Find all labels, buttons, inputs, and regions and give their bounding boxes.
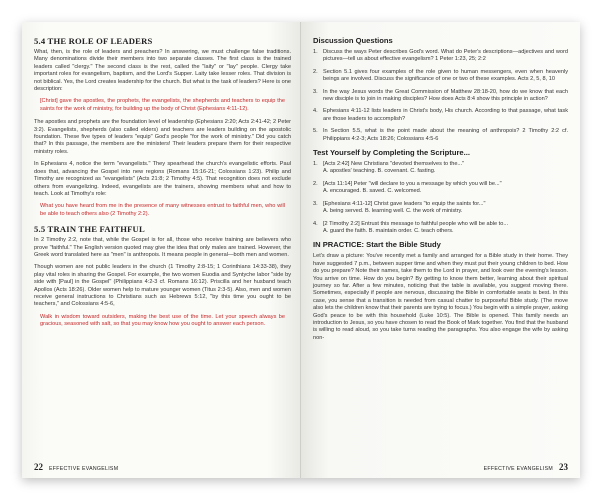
open-booklet (22, 22, 580, 478)
answer-options: A. apostles' teaching. B. covenant. C. fasting. (323, 168, 436, 175)
scripture-quote: Walk in wisdom toward outsiders, making the best use of the time. Let your speech always be gracious, seasoned with salt, so that you may know how you ought to answer each person. (40, 313, 285, 328)
in-practice-heading: IN PRACTICE: Start the Bible Study (313, 240, 441, 250)
paragraph: What, then, is the role of leaders and preachers? In answering, we must challenge false traditions. Many denominations divide their members into two separate classes. The first class is the trained leaders called "clergy." The second class is the rest, called the "laity" or "lay" people. Clergy take important roles for evangelism, baptism, and the Lord's Supper. Laity take lesser roles. That division is not biblical. Yes, the Lord creates leadership for the church. But what is the task of leaders? Here is one description: (34, 49, 291, 93)
question-item: 4. Ephesians 4:11-12 lists leaders in Christ's body, His church. According to that passage, what task are those leaders to accomplish? (313, 108, 568, 122)
answer-options: A. encouraged. B. saved. C. welcomed. (323, 188, 422, 195)
answer-options: A. being served. B. learning well. C. the work of ministry. (323, 208, 463, 215)
test-item: 2. [Acts 11:14] Peter "will declare to you a message by which you will be..." A. encouraged. B. saved. C. welcomed. (313, 180, 502, 195)
test-yourself-heading: Test Yourself by Completing the Scripture... (313, 148, 470, 158)
page-number: 23 (559, 462, 568, 472)
page-number: 22 (34, 462, 43, 472)
discussion-questions-heading: Discussion Questions (313, 36, 393, 45)
test-yourself-list (313, 161, 568, 235)
running-footer-title: EFFECTIVE EVANGELISM (483, 466, 553, 472)
page-footer (34, 462, 118, 472)
question-item: 2. Section 5.1 gives four examples of the role given to human messengers, even when heavenly beings are involved. Discuss the significance of one or two of these examples. Acts 2, 5, 8, 10 (313, 68, 568, 83)
scripture-quote: [Christ] gave the apostles, the prophets, the evangelists, the shepherds and teachers to equip the saints for the work of ministry, for building up the body of Christ (Ephesians 4:11-12). (40, 98, 285, 112)
paragraph: In 2 Timothy 2:2, note that, while the Gospel is for all, those who receive training are believers who prove "faithful." The English version quoted may give the idea that only males are trained. However, the Greek word translated here as "men" is anthropois. It means people in general—both men and women. (34, 237, 291, 258)
page-footer (484, 462, 568, 472)
section-heading-train-the-faithful: 5.5 TRAIN THE FAITHFUL (34, 224, 145, 235)
section-heading-role-of-leaders: 5.4 THE ROLE OF LEADERS (34, 36, 153, 46)
paragraph: The apostles and prophets are the foundation level of leadership (Ephesians 2:20; Acts 2:41-42; 2 Peter 3:2). Evangelists, shepherds (also called elders) and teachers are leaders building on the apostolic foundation. These five types of leaders "equip" God's people "for the work of ministry." Did you catch that? In this passage, the members are the ministers! Their leaders prepare them for their respective ministry roles. (34, 119, 291, 155)
left-page (22, 22, 301, 478)
test-item: 4. [2 Timothy 2:2] Entrust this message to faithful people who will be able to... A. guard the faith. B. maintain order. C. teach others. (313, 220, 509, 234)
in-practice-paragraph: Let's draw a picture: You've recently met a family and arranged for a Bible study in their home. They have suggested 7 p.m., between supper time and when they must put their young children to bed. How do you prepare? Note their names, take them to the Lord in prayer, and look over the evening's lesson. You arrive on time. How do you begin? By getting to know them better, learning about their spiritual journey so far. After a few minutes, noticing that the table is available, you suggest moving there. Sometimes, especially if people are nervous, discussing the Bible in comfortable seats is best. In this case, you sense that a transition is needed from casual chatter to purposeful Bible study. (The move also lets the children know that their parents are trying to focus.) You begin with a simple prayer, asking God's peace to be with this household (Luke 10:5). The Bible is opened. This family needs an introduction to Jesus, so you have chosen to read the Book of Mark together. You find that the husband is willing to read aloud, so you take turns reading the paragraphs. You also engage the wife by asking non- (313, 253, 568, 341)
test-item: 3. [Ephesians 4:11-12] Christ gave leaders "to equip the saints for..." A. being served. B. learning well. C. the work of ministry. (313, 200, 486, 215)
paragraph: In Ephesians 4, notice the term "evangelists." They spearhead the church's evangelistic efforts. Paul does that, advancing the Gospel into new regions (Romans 15:16-21; Colossians 1:23). Philip and Timothy are recognized as "evangelists" (Acts 21:8; 2 Timothy 4:5). That recognition does not exclude others from evangelizing. Indeed, evangelists are the trainers, showing members what and how to teach. Look at Timothy's role: (34, 161, 291, 197)
paragraph: Though women are not public leaders in the church (1 Timothy 2:8-15; 1 Corinthians 14:33-38), they play vital roles in sharing the Gospel. For example, the two women Euodia and Syntyche labor "side by side with [Paul] in the Gospel" (Philippians 4:2-3 cf. Romans 16:12). Priscilla and her husband teach Apollos (Acts 18:26). Older women help to mature younger women (Titus 2:3-5). Also, men and women receive general instructions to Christians such as Hebrews 5:12, "by this time you ought to be teachers," and Colossians 4:5-6, (34, 264, 291, 308)
question-item: 3. In the way Jesus words the Great Commission of Matthew 28:18-20, how do we know that each new disciple is to join in making disciples? How does Acts 8:4 show this principle in action? (313, 88, 568, 103)
scripture-quote: What you have heard from me in the presence of many witnesses entrust to faithful men, who will be able to teach others also (2 Timothy 2:2). (40, 203, 285, 217)
right-page (301, 22, 580, 478)
question-item: 1. Discuss the ways Peter describes God's word. What do Peter's descriptions—adjectives and word pictures—tell us about effective evangelism? 1 Peter 1:23, 25; 2:2 (313, 49, 568, 63)
answer-options: A. guard the faith. B. maintain order. C. teach others. (323, 227, 454, 234)
running-footer-title: EFFECTIVE EVANGELISM (49, 466, 119, 472)
test-item: 1. [Acts 2:42] New Christians "devoted themselves to the..." A. apostles' teaching. B. covenant. C. fasting. (313, 161, 465, 175)
question-item: 5. In Section 5.5, what is the point made about the meaning of anthropois? 2 Timothy 2:2 cf. Philippians 4:2-3; Acts 18:26; Colossians 4:5-6 (313, 128, 568, 142)
discussion-questions-list (313, 49, 568, 143)
